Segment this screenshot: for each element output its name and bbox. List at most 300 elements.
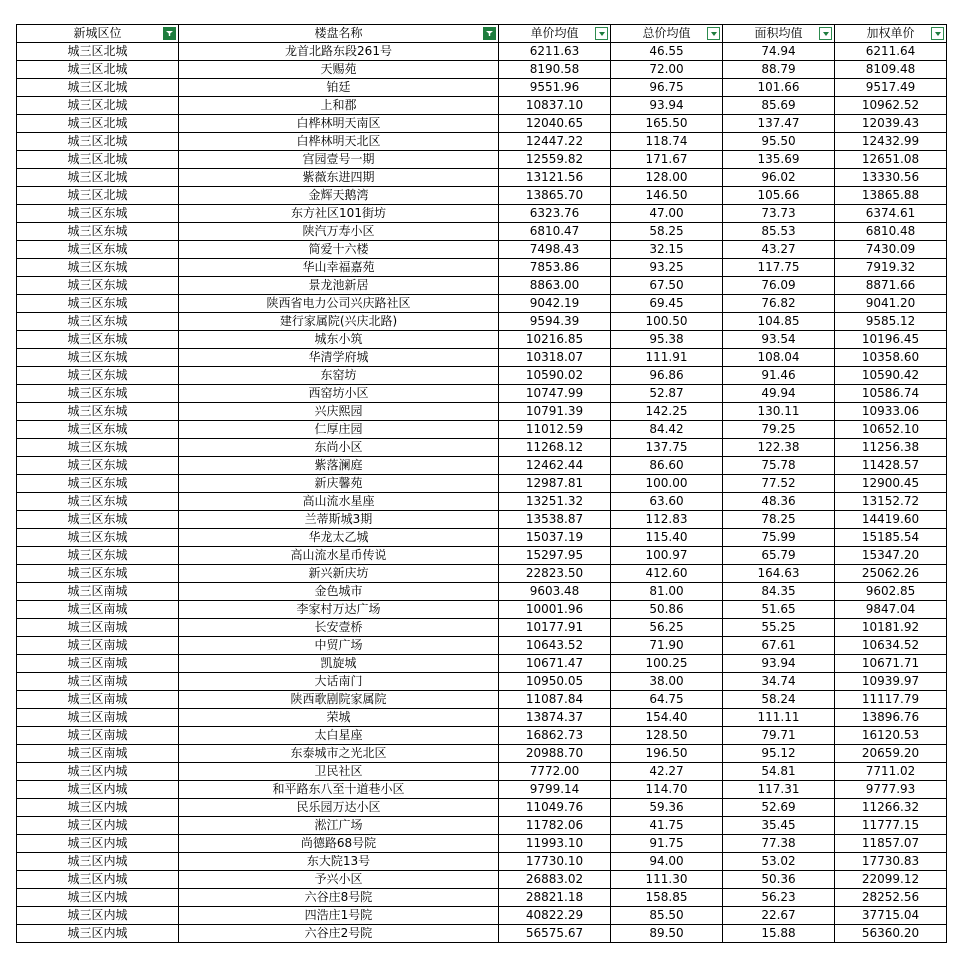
table-cell[interactable]: 171.67	[611, 151, 723, 169]
table-cell[interactable]: 100.50	[611, 313, 723, 331]
table-cell[interactable]: 50.36	[723, 871, 835, 889]
table-cell[interactable]: 111.30	[611, 871, 723, 889]
table-cell[interactable]: 城三区北城	[17, 61, 179, 79]
table-cell[interactable]: 59.36	[611, 799, 723, 817]
table-cell[interactable]: 93.54	[723, 331, 835, 349]
table-cell[interactable]: 47.00	[611, 205, 723, 223]
table-cell[interactable]: 卫民社区	[179, 763, 499, 781]
table-cell[interactable]: 10318.07	[499, 349, 611, 367]
table-cell[interactable]: 龙首北路东段261号	[179, 43, 499, 61]
table-cell[interactable]: 城三区北城	[17, 97, 179, 115]
table-cell[interactable]: 城三区北城	[17, 133, 179, 151]
table-cell[interactable]: 95.38	[611, 331, 723, 349]
table-cell[interactable]: 7498.43	[499, 241, 611, 259]
table-cell[interactable]: 10837.10	[499, 97, 611, 115]
table-cell[interactable]: 大话南门	[179, 673, 499, 691]
table-cell[interactable]: 111.91	[611, 349, 723, 367]
table-cell[interactable]: 城三区南城	[17, 583, 179, 601]
table-cell[interactable]: 84.35	[723, 583, 835, 601]
table-cell[interactable]: 城三区内城	[17, 853, 179, 871]
table-cell[interactable]: 13874.37	[499, 709, 611, 727]
table-cell[interactable]: 10939.97	[835, 673, 947, 691]
table-cell[interactable]: 13330.56	[835, 169, 947, 187]
table-cell[interactable]: 10216.85	[499, 331, 611, 349]
table-cell[interactable]: 22823.50	[499, 565, 611, 583]
table-cell[interactable]: 城三区东城	[17, 493, 179, 511]
table-cell[interactable]: 35.45	[723, 817, 835, 835]
table-cell[interactable]: 城三区内城	[17, 781, 179, 799]
table-cell[interactable]: 9042.19	[499, 295, 611, 313]
filter-active-icon[interactable]	[163, 27, 176, 40]
table-cell[interactable]: 城三区东城	[17, 529, 179, 547]
table-cell[interactable]: 16120.53	[835, 727, 947, 745]
table-cell[interactable]: 城三区内城	[17, 835, 179, 853]
table-cell[interactable]: 华龙太乙城	[179, 529, 499, 547]
table-cell[interactable]: 建行家属院(兴庆北路)	[179, 313, 499, 331]
table-cell[interactable]: 6211.63	[499, 43, 611, 61]
table-cell[interactable]: 81.00	[611, 583, 723, 601]
table-cell[interactable]: 尚德路68号院	[179, 835, 499, 853]
table-cell[interactable]: 6810.47	[499, 223, 611, 241]
table-cell[interactable]: 72.00	[611, 61, 723, 79]
table-cell[interactable]: 6810.48	[835, 223, 947, 241]
table-cell[interactable]: 陕西歌剧院家属院	[179, 691, 499, 709]
table-cell[interactable]: 6374.61	[835, 205, 947, 223]
table-cell[interactable]: 六谷庄2号院	[179, 925, 499, 943]
table-cell[interactable]: 7919.32	[835, 259, 947, 277]
table-cell[interactable]: 142.25	[611, 403, 723, 421]
table-cell[interactable]: 42.27	[611, 763, 723, 781]
table-cell[interactable]: 89.50	[611, 925, 723, 943]
table-cell[interactable]: 9777.93	[835, 781, 947, 799]
table-cell[interactable]: 15347.20	[835, 547, 947, 565]
table-cell[interactable]: 城三区东城	[17, 457, 179, 475]
table-cell[interactable]: 高山流水星币传说	[179, 547, 499, 565]
table-cell[interactable]: 118.74	[611, 133, 723, 151]
table-cell[interactable]: 和平路东八至十道巷小区	[179, 781, 499, 799]
table-cell[interactable]: 新庆馨苑	[179, 475, 499, 493]
filter-dropdown-icon[interactable]	[595, 27, 608, 40]
table-cell[interactable]: 城三区东城	[17, 475, 179, 493]
table-cell[interactable]: 9594.39	[499, 313, 611, 331]
table-cell[interactable]: 紫落澜庭	[179, 457, 499, 475]
table-cell[interactable]: 城三区南城	[17, 601, 179, 619]
table-cell[interactable]: 长安壹桥	[179, 619, 499, 637]
table-cell[interactable]: 简爱十六楼	[179, 241, 499, 259]
table-cell[interactable]: 城三区东城	[17, 313, 179, 331]
table-cell[interactable]: 东尚小区	[179, 439, 499, 457]
table-cell[interactable]: 13121.56	[499, 169, 611, 187]
table-cell[interactable]: 32.15	[611, 241, 723, 259]
table-cell[interactable]: 67.50	[611, 277, 723, 295]
table-cell[interactable]: 96.86	[611, 367, 723, 385]
table-cell[interactable]: 10671.47	[499, 655, 611, 673]
table-cell[interactable]: 146.50	[611, 187, 723, 205]
table-cell[interactable]: 20659.20	[835, 745, 947, 763]
table-cell[interactable]: 108.04	[723, 349, 835, 367]
table-cell[interactable]: 城三区南城	[17, 637, 179, 655]
table-cell[interactable]: 城三区北城	[17, 79, 179, 97]
table-cell[interactable]: 城三区内城	[17, 763, 179, 781]
table-cell[interactable]: 86.60	[611, 457, 723, 475]
table-cell[interactable]: 137.47	[723, 115, 835, 133]
table-cell[interactable]: 9517.49	[835, 79, 947, 97]
table-cell[interactable]: 淞江广场	[179, 817, 499, 835]
table-cell[interactable]: 10001.96	[499, 601, 611, 619]
table-cell[interactable]: 宫园壹号一期	[179, 151, 499, 169]
table-cell[interactable]: 22099.12	[835, 871, 947, 889]
table-cell[interactable]: 196.50	[611, 745, 723, 763]
table-cell[interactable]: 43.27	[723, 241, 835, 259]
table-cell[interactable]: 李家村万达广场	[179, 601, 499, 619]
table-cell[interactable]: 158.85	[611, 889, 723, 907]
table-cell[interactable]: 56.25	[611, 619, 723, 637]
table-cell[interactable]: 15297.95	[499, 547, 611, 565]
table-cell[interactable]: 88.79	[723, 61, 835, 79]
table-cell[interactable]: 84.42	[611, 421, 723, 439]
table-cell[interactable]: 11266.32	[835, 799, 947, 817]
table-cell[interactable]: 景龙池新居	[179, 277, 499, 295]
table-cell[interactable]: 城三区南城	[17, 727, 179, 745]
table-cell[interactable]: 52.69	[723, 799, 835, 817]
table-cell[interactable]: 11087.84	[499, 691, 611, 709]
table-cell[interactable]: 东窑坊	[179, 367, 499, 385]
table-cell[interactable]: 26883.02	[499, 871, 611, 889]
table-cell[interactable]: 91.46	[723, 367, 835, 385]
table-cell[interactable]: 9041.20	[835, 295, 947, 313]
table-cell[interactable]: 85.50	[611, 907, 723, 925]
table-cell[interactable]: 城三区东城	[17, 439, 179, 457]
table-cell[interactable]: 128.50	[611, 727, 723, 745]
table-cell[interactable]: 10962.52	[835, 97, 947, 115]
table-cell[interactable]: 城三区东城	[17, 349, 179, 367]
table-cell[interactable]: 93.94	[611, 97, 723, 115]
table-cell[interactable]: 金色城市	[179, 583, 499, 601]
table-cell[interactable]: 城三区东城	[17, 367, 179, 385]
table-cell[interactable]: 50.86	[611, 601, 723, 619]
table-cell[interactable]: 9602.85	[835, 583, 947, 601]
table-cell[interactable]: 城三区东城	[17, 403, 179, 421]
table-cell[interactable]: 8863.00	[499, 277, 611, 295]
table-cell[interactable]: 85.69	[723, 97, 835, 115]
table-cell[interactable]: 101.66	[723, 79, 835, 97]
table-cell[interactable]: 13152.72	[835, 493, 947, 511]
table-cell[interactable]: 城三区内城	[17, 817, 179, 835]
table-cell[interactable]: 10181.92	[835, 619, 947, 637]
table-cell[interactable]: 白桦林明天南区	[179, 115, 499, 133]
table-cell[interactable]: 56575.67	[499, 925, 611, 943]
table-cell[interactable]: 7430.09	[835, 241, 947, 259]
table-cell[interactable]: 城三区北城	[17, 169, 179, 187]
table-cell[interactable]: 8871.66	[835, 277, 947, 295]
table-cell[interactable]: 64.75	[611, 691, 723, 709]
table-cell[interactable]: 75.78	[723, 457, 835, 475]
table-cell[interactable]: 12432.99	[835, 133, 947, 151]
table-cell[interactable]: 城东小筑	[179, 331, 499, 349]
table-cell[interactable]: 71.90	[611, 637, 723, 655]
table-cell[interactable]: 城三区东城	[17, 295, 179, 313]
table-cell[interactable]: 16862.73	[499, 727, 611, 745]
table-cell[interactable]: 11117.79	[835, 691, 947, 709]
table-cell[interactable]: 民乐园万达小区	[179, 799, 499, 817]
table-cell[interactable]: 12900.45	[835, 475, 947, 493]
table-cell[interactable]: 11857.07	[835, 835, 947, 853]
table-cell[interactable]: 28821.18	[499, 889, 611, 907]
table-cell[interactable]: 城三区东城	[17, 205, 179, 223]
table-cell[interactable]: 四浩庄1号院	[179, 907, 499, 925]
table-cell[interactable]: 22.67	[723, 907, 835, 925]
filter-dropdown-icon[interactable]	[707, 27, 720, 40]
table-cell[interactable]: 115.40	[611, 529, 723, 547]
table-cell[interactable]: 城三区内城	[17, 907, 179, 925]
table-cell[interactable]: 荣城	[179, 709, 499, 727]
table-cell[interactable]: 7772.00	[499, 763, 611, 781]
filter-active-icon[interactable]	[483, 27, 496, 40]
table-cell[interactable]: 紫薇东进四期	[179, 169, 499, 187]
table-cell[interactable]: 城三区北城	[17, 43, 179, 61]
table-cell[interactable]: 412.60	[611, 565, 723, 583]
table-cell[interactable]: 9799.14	[499, 781, 611, 799]
table-cell[interactable]: 高山流水星座	[179, 493, 499, 511]
table-cell[interactable]: 100.97	[611, 547, 723, 565]
table-cell[interactable]: 兴庆熙园	[179, 403, 499, 421]
table-cell[interactable]: 9585.12	[835, 313, 947, 331]
table-cell[interactable]: 25062.26	[835, 565, 947, 583]
table-cell[interactable]: 华清学府城	[179, 349, 499, 367]
table-cell[interactable]: 13896.76	[835, 709, 947, 727]
table-cell[interactable]: 10358.60	[835, 349, 947, 367]
table-cell[interactable]: 白桦林明天北区	[179, 133, 499, 151]
table-cell[interactable]: 13251.32	[499, 493, 611, 511]
table-cell[interactable]: 77.52	[723, 475, 835, 493]
table-cell[interactable]: 105.66	[723, 187, 835, 205]
table-cell[interactable]: 11428.57	[835, 457, 947, 475]
table-cell[interactable]: 78.25	[723, 511, 835, 529]
table-cell[interactable]: 11049.76	[499, 799, 611, 817]
table-cell[interactable]: 94.00	[611, 853, 723, 871]
table-cell[interactable]: 城三区南城	[17, 745, 179, 763]
table-cell[interactable]: 34.74	[723, 673, 835, 691]
table-cell[interactable]: 12447.22	[499, 133, 611, 151]
table-cell[interactable]: 东泰城市之光北区	[179, 745, 499, 763]
table-cell[interactable]: 13538.87	[499, 511, 611, 529]
table-cell[interactable]: 93.25	[611, 259, 723, 277]
table-cell[interactable]: 9603.48	[499, 583, 611, 601]
table-cell[interactable]: 12559.82	[499, 151, 611, 169]
table-cell[interactable]: 20988.70	[499, 745, 611, 763]
table-cell[interactable]: 10950.05	[499, 673, 611, 691]
table-cell[interactable]: 9551.96	[499, 79, 611, 97]
table-cell[interactable]: 28252.56	[835, 889, 947, 907]
table-cell[interactable]: 陕汽万寿小区	[179, 223, 499, 241]
table-cell[interactable]: 10590.42	[835, 367, 947, 385]
table-cell[interactable]: 11268.12	[499, 439, 611, 457]
table-cell[interactable]: 城三区北城	[17, 187, 179, 205]
table-cell[interactable]: 104.85	[723, 313, 835, 331]
table-cell[interactable]: 15185.54	[835, 529, 947, 547]
table-cell[interactable]: 六谷庄8号院	[179, 889, 499, 907]
table-cell[interactable]: 7711.02	[835, 763, 947, 781]
table-cell[interactable]: 96.75	[611, 79, 723, 97]
table-cell[interactable]: 91.75	[611, 835, 723, 853]
table-cell[interactable]: 85.53	[723, 223, 835, 241]
table-cell[interactable]: 10791.39	[499, 403, 611, 421]
table-cell[interactable]: 城三区东城	[17, 421, 179, 439]
table-cell[interactable]: 96.02	[723, 169, 835, 187]
table-cell[interactable]: 东方社区101街坊	[179, 205, 499, 223]
table-cell[interactable]: 中贸广场	[179, 637, 499, 655]
table-cell[interactable]: 13865.88	[835, 187, 947, 205]
table-cell[interactable]: 金辉天鹅湾	[179, 187, 499, 205]
table-cell[interactable]: 100.25	[611, 655, 723, 673]
table-cell[interactable]: 城三区内城	[17, 889, 179, 907]
table-cell[interactable]: 73.73	[723, 205, 835, 223]
table-cell[interactable]: 华山幸福嘉苑	[179, 259, 499, 277]
table-cell[interactable]: 128.00	[611, 169, 723, 187]
table-cell[interactable]: 凯旋城	[179, 655, 499, 673]
table-cell[interactable]: 56.23	[723, 889, 835, 907]
table-cell[interactable]: 城三区北城	[17, 151, 179, 169]
table-cell[interactable]: 8109.48	[835, 61, 947, 79]
table-cell[interactable]: 城三区内城	[17, 925, 179, 943]
table-cell[interactable]: 15037.19	[499, 529, 611, 547]
table-cell[interactable]: 67.61	[723, 637, 835, 655]
table-cell[interactable]: 新兴新庆坊	[179, 565, 499, 583]
table-cell[interactable]: 65.79	[723, 547, 835, 565]
table-cell[interactable]: 117.31	[723, 781, 835, 799]
filter-dropdown-icon[interactable]	[819, 27, 832, 40]
table-cell[interactable]: 10590.02	[499, 367, 611, 385]
table-cell[interactable]: 仁厚庄园	[179, 421, 499, 439]
table-cell[interactable]: 陕西省电力公司兴庆路社区	[179, 295, 499, 313]
table-cell[interactable]: 55.25	[723, 619, 835, 637]
table-cell[interactable]: 17730.83	[835, 853, 947, 871]
table-cell[interactable]: 154.40	[611, 709, 723, 727]
table-cell[interactable]: 太白星座	[179, 727, 499, 745]
table-cell[interactable]: 15.88	[723, 925, 835, 943]
table-cell[interactable]: 11256.38	[835, 439, 947, 457]
table-cell[interactable]: 10671.71	[835, 655, 947, 673]
table-cell[interactable]: 52.87	[611, 385, 723, 403]
table-cell[interactable]: 164.63	[723, 565, 835, 583]
table-cell[interactable]: 37715.04	[835, 907, 947, 925]
table-cell[interactable]: 10933.06	[835, 403, 947, 421]
table-cell[interactable]: 11782.06	[499, 817, 611, 835]
table-cell[interactable]: 122.38	[723, 439, 835, 457]
table-cell[interactable]: 48.36	[723, 493, 835, 511]
table-cell[interactable]: 111.11	[723, 709, 835, 727]
table-cell[interactable]: 38.00	[611, 673, 723, 691]
table-cell[interactable]: 10196.45	[835, 331, 947, 349]
table-cell[interactable]: 兰蒂斯城3期	[179, 511, 499, 529]
filter-dropdown-icon[interactable]	[931, 27, 944, 40]
table-cell[interactable]: 53.02	[723, 853, 835, 871]
table-cell[interactable]: 137.75	[611, 439, 723, 457]
table-cell[interactable]: 天赐苑	[179, 61, 499, 79]
table-cell[interactable]: 93.94	[723, 655, 835, 673]
table-cell[interactable]: 城三区南城	[17, 655, 179, 673]
table-cell[interactable]: 12462.44	[499, 457, 611, 475]
table-cell[interactable]: 12651.08	[835, 151, 947, 169]
table-cell[interactable]: 13865.70	[499, 187, 611, 205]
table-cell[interactable]: 7853.86	[499, 259, 611, 277]
table-cell[interactable]: 10634.52	[835, 637, 947, 655]
table-cell[interactable]: 城三区东城	[17, 259, 179, 277]
table-cell[interactable]: 城三区东城	[17, 241, 179, 259]
table-cell[interactable]: 城三区内城	[17, 871, 179, 889]
table-cell[interactable]: 69.45	[611, 295, 723, 313]
table-cell[interactable]: 46.55	[611, 43, 723, 61]
table-cell[interactable]: 11777.15	[835, 817, 947, 835]
table-cell[interactable]: 上和郡	[179, 97, 499, 115]
table-cell[interactable]: 11993.10	[499, 835, 611, 853]
table-cell[interactable]: 铂廷	[179, 79, 499, 97]
table-cell[interactable]: 135.69	[723, 151, 835, 169]
table-cell[interactable]: 城三区东城	[17, 331, 179, 349]
table-cell[interactable]: 城三区北城	[17, 115, 179, 133]
table-cell[interactable]: 56360.20	[835, 925, 947, 943]
table-cell[interactable]: 114.70	[611, 781, 723, 799]
table-cell[interactable]: 西窑坊小区	[179, 385, 499, 403]
table-cell[interactable]: 100.00	[611, 475, 723, 493]
table-cell[interactable]: 54.81	[723, 763, 835, 781]
table-cell[interactable]: 城三区南城	[17, 709, 179, 727]
table-cell[interactable]: 城三区东城	[17, 547, 179, 565]
table-cell[interactable]: 117.75	[723, 259, 835, 277]
table-cell[interactable]: 城三区东城	[17, 223, 179, 241]
table-cell[interactable]: 城三区南城	[17, 673, 179, 691]
table-cell[interactable]: 予兴小区	[179, 871, 499, 889]
table-cell[interactable]: 城三区内城	[17, 799, 179, 817]
table-cell[interactable]: 12040.65	[499, 115, 611, 133]
table-cell[interactable]: 51.65	[723, 601, 835, 619]
table-cell[interactable]: 40822.29	[499, 907, 611, 925]
table-cell[interactable]: 城三区南城	[17, 619, 179, 637]
table-cell[interactable]: 95.12	[723, 745, 835, 763]
table-cell[interactable]: 77.38	[723, 835, 835, 853]
table-cell[interactable]: 12039.43	[835, 115, 947, 133]
table-cell[interactable]: 10177.91	[499, 619, 611, 637]
table-cell[interactable]: 79.25	[723, 421, 835, 439]
table-cell[interactable]: 17730.10	[499, 853, 611, 871]
table-cell[interactable]: 76.09	[723, 277, 835, 295]
table-cell[interactable]: 城三区东城	[17, 277, 179, 295]
table-cell[interactable]: 8190.58	[499, 61, 611, 79]
table-cell[interactable]: 城三区南城	[17, 691, 179, 709]
table-cell[interactable]: 东大院13号	[179, 853, 499, 871]
table-cell[interactable]: 10747.99	[499, 385, 611, 403]
table-cell[interactable]: 10652.10	[835, 421, 947, 439]
table-cell[interactable]: 10643.52	[499, 637, 611, 655]
table-cell[interactable]: 49.94	[723, 385, 835, 403]
table-cell[interactable]: 城三区东城	[17, 511, 179, 529]
table-cell[interactable]: 74.94	[723, 43, 835, 61]
table-cell[interactable]: 6323.76	[499, 205, 611, 223]
table-cell[interactable]: 41.75	[611, 817, 723, 835]
table-cell[interactable]: 58.25	[611, 223, 723, 241]
table-cell[interactable]: 城三区东城	[17, 565, 179, 583]
table-cell[interactable]: 130.11	[723, 403, 835, 421]
table-cell[interactable]: 6211.64	[835, 43, 947, 61]
table-cell[interactable]: 9847.04	[835, 601, 947, 619]
table-cell[interactable]: 14419.60	[835, 511, 947, 529]
table-cell[interactable]: 79.71	[723, 727, 835, 745]
table-cell[interactable]: 165.50	[611, 115, 723, 133]
table-cell[interactable]: 城三区东城	[17, 385, 179, 403]
table-cell[interactable]: 12987.81	[499, 475, 611, 493]
table-cell[interactable]: 75.99	[723, 529, 835, 547]
table-cell[interactable]: 10586.74	[835, 385, 947, 403]
